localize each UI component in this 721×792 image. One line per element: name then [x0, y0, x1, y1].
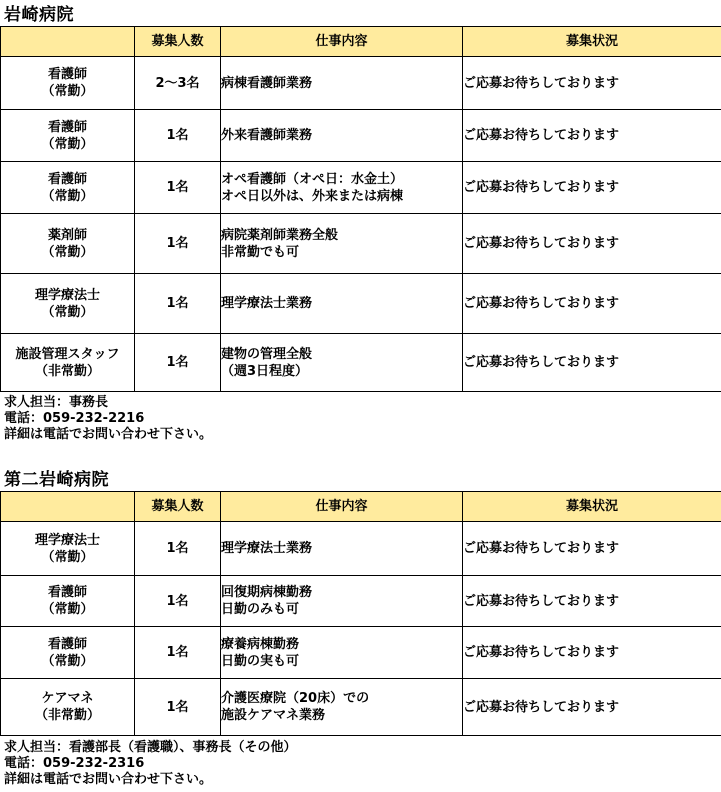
description-cell: 回復期病棟勤務 日勤のみも可: [221, 576, 463, 627]
description-cell: 介護医療院（20床）での 施設ケアマネ業務: [221, 679, 463, 736]
count-cell: 1名: [135, 274, 221, 334]
description-cell: 病棟看護師業務: [221, 57, 463, 110]
position-cell: 薬剤師 （常勤）: [1, 214, 135, 274]
position-cell: 理学療法士 （常勤）: [1, 522, 135, 576]
contact-note: 詳細は電話でお問い合わせ下さい。: [4, 427, 213, 442]
description-cell: 外来看護師業務: [221, 110, 463, 162]
table-row: [1, 214, 721, 274]
description-cell: 理学療法士業務: [221, 522, 463, 576]
table-row: [1, 274, 721, 334]
header-status: 募集状況: [463, 27, 721, 57]
description-cell: オペ看護師（オペ日：水金土） オペ日以外は、外来または病棟: [221, 162, 463, 214]
status-cell: ご応募お待ちしております: [463, 162, 721, 214]
position-cell: 看護師 （常勤）: [1, 627, 135, 679]
description-cell: 病院薬剤師業務全般 非常勤でも可: [221, 214, 463, 274]
header-status: 募集状況: [463, 492, 721, 522]
count-cell: 1名: [135, 679, 221, 736]
table-row: [1, 57, 721, 110]
table-row: [1, 627, 721, 679]
jobs-table-1: [0, 26, 721, 392]
status-cell: ご応募お待ちしております: [463, 334, 721, 392]
position-cell: 施設管理スタッフ （非常勤）: [1, 334, 135, 392]
description-cell: 理学療法士業務: [221, 274, 463, 334]
contact-person: 求人担当：看護部長（看護職）、事務長（その他）: [4, 740, 297, 755]
contact-person: 求人担当：事務長: [4, 395, 109, 410]
position-cell: 看護師 （常勤）: [1, 57, 135, 110]
header-count: 募集人数: [135, 492, 221, 522]
contact-phone: 電話：059-232-2216: [4, 411, 145, 426]
table-row: [1, 576, 721, 627]
contact-phone: 電話：059-232-2316: [4, 756, 145, 771]
description-cell: 療養病棟勤務 日勤の実も可: [221, 627, 463, 679]
count-cell: 1名: [135, 334, 221, 392]
table-row: [1, 334, 721, 392]
table-row: [1, 522, 721, 576]
position-cell: 看護師 （常勤）: [1, 110, 135, 162]
position-cell: 看護師 （常勤）: [1, 576, 135, 627]
header-description: 仕事内容: [221, 27, 463, 57]
contact-info-2: [4, 740, 297, 788]
status-cell: ご応募お待ちしております: [463, 627, 721, 679]
header-position: [1, 492, 135, 522]
table-row: [1, 162, 721, 214]
count-cell: 1名: [135, 522, 221, 576]
table-header-row: [1, 27, 721, 57]
header-description: 仕事内容: [221, 492, 463, 522]
count-cell: 1名: [135, 214, 221, 274]
contact-info-1: [4, 395, 212, 443]
hospital-title-1: 岩崎病院: [4, 5, 74, 25]
count-cell: 1名: [135, 627, 221, 679]
count-cell: 1名: [135, 162, 221, 214]
table-header-row: [1, 492, 721, 522]
table-row: [1, 679, 721, 736]
position-cell: ケアマネ （非常勤）: [1, 679, 135, 736]
count-cell: 1名: [135, 110, 221, 162]
status-cell: ご応募お待ちしております: [463, 576, 721, 627]
position-cell: 看護師 （常勤）: [1, 162, 135, 214]
status-cell: ご応募お待ちしております: [463, 522, 721, 576]
jobs-table-2: [0, 491, 721, 736]
header-count: 募集人数: [135, 27, 221, 57]
hospital-title-2: 第二岩崎病院: [4, 470, 109, 490]
table-row: [1, 110, 721, 162]
status-cell: ご応募お待ちしております: [463, 57, 721, 110]
status-cell: ご応募お待ちしております: [463, 110, 721, 162]
status-cell: ご応募お待ちしております: [463, 679, 721, 736]
contact-note: 詳細は電話でお問い合わせ下さい。: [4, 772, 213, 787]
description-cell: 建物の管理全般 （週3日程度）: [221, 334, 463, 392]
position-cell: 理学療法士 （常勤）: [1, 274, 135, 334]
count-cell: 2〜3名: [135, 57, 221, 110]
count-cell: 1名: [135, 576, 221, 627]
status-cell: ご応募お待ちしております: [463, 274, 721, 334]
header-position: [1, 27, 135, 57]
status-cell: ご応募お待ちしております: [463, 214, 721, 274]
